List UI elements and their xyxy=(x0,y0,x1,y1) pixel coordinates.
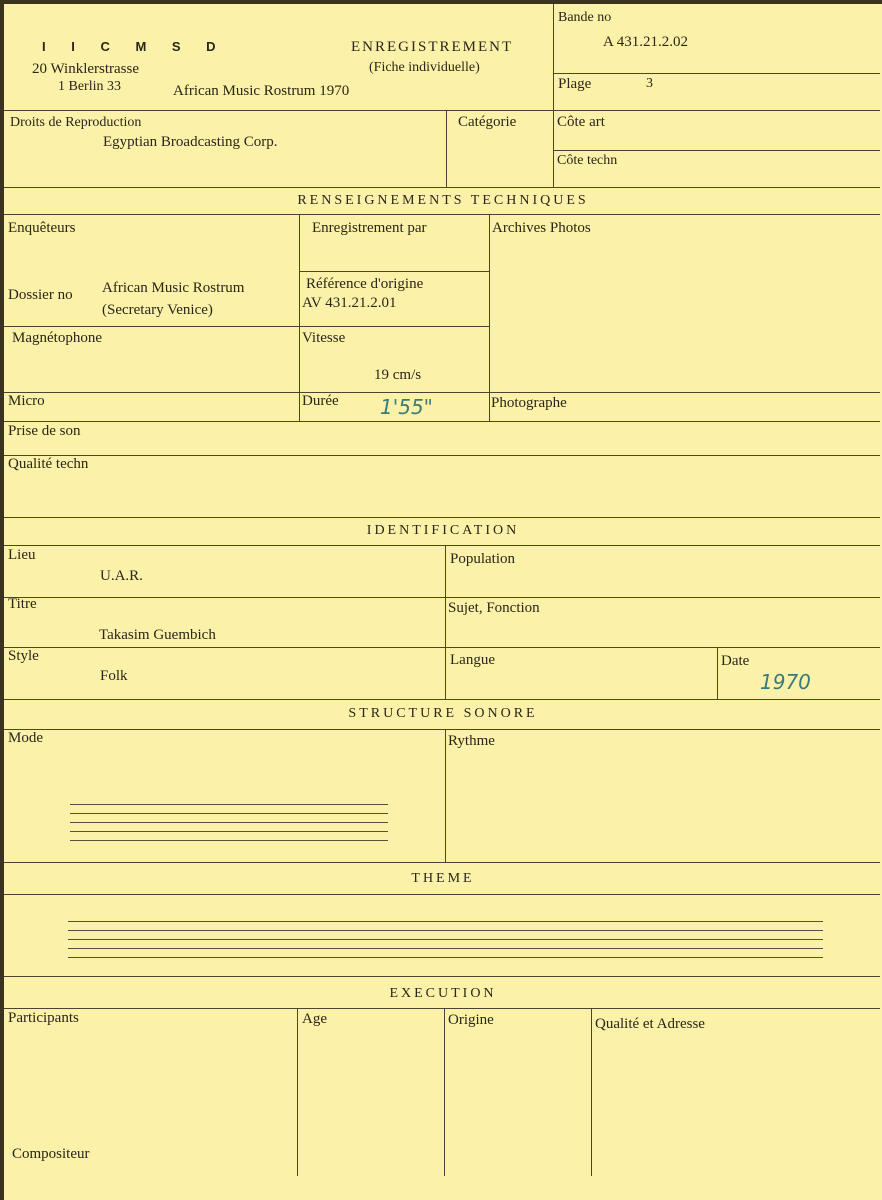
divider xyxy=(4,392,880,393)
divider xyxy=(4,326,489,327)
reference-value: AV 431.21.2.01 xyxy=(302,295,397,311)
divider xyxy=(4,187,880,188)
vitesse-label: Vitesse xyxy=(302,330,346,346)
mode-staff-line xyxy=(70,840,388,841)
origine-label: Origine xyxy=(448,1012,494,1028)
divider xyxy=(553,150,880,151)
divider xyxy=(591,1008,592,1176)
magnetophone-label: Magnétophone xyxy=(12,330,102,346)
bande-label: Bande no xyxy=(558,10,612,25)
divider xyxy=(4,729,880,730)
divider xyxy=(4,455,880,456)
mode-staff-line xyxy=(70,822,388,823)
lieu-label: Lieu xyxy=(8,547,36,563)
qualite-adresse-label: Qualité et Adresse xyxy=(595,1016,705,1032)
card-edge-top xyxy=(0,0,882,4)
address-line-1: 20 Winklerstrasse xyxy=(32,61,140,77)
style-value: Folk xyxy=(100,668,128,684)
card-edge-left xyxy=(0,0,4,1200)
mode-label: Mode xyxy=(8,730,43,746)
divider xyxy=(299,214,300,422)
theme-staff-line xyxy=(68,948,823,949)
dossier-value-1: African Music Rostrum xyxy=(102,280,245,296)
divider xyxy=(4,421,880,422)
titre-label: Titre xyxy=(8,596,37,612)
date-label: Date xyxy=(721,653,750,669)
mode-staff-line xyxy=(70,813,388,814)
population-label: Population xyxy=(450,551,516,567)
divider xyxy=(4,545,880,546)
cote-art-label: Côte art xyxy=(557,114,605,130)
divider xyxy=(4,517,880,518)
qualite-techn-label: Qualité techn xyxy=(8,456,89,472)
rights-value: Egyptian Broadcasting Corp. xyxy=(103,134,278,150)
participants-label: Participants xyxy=(8,1010,79,1026)
divider xyxy=(444,1008,445,1176)
divider xyxy=(4,699,880,700)
cote-techn-label: Côte techn xyxy=(557,153,618,168)
section-title-theme: THEME xyxy=(411,871,475,886)
project-name: African Music Rostrum 1970 xyxy=(173,83,350,99)
vitesse-value: 19 cm/s xyxy=(374,367,422,383)
langue-label: Langue xyxy=(450,652,495,668)
section-title-technique: RENSEIGNEMENTS TECHNIQUES xyxy=(297,193,589,208)
theme-staff-line xyxy=(68,921,823,922)
age-label: Age xyxy=(302,1011,327,1027)
bande-value: A 431.21.2.02 xyxy=(603,34,689,50)
address-line-2: 1 Berlin 33 xyxy=(58,79,121,94)
divider xyxy=(4,862,880,863)
section-title-identification: IDENTIFICATION xyxy=(366,523,520,538)
dossier-label: Dossier no xyxy=(8,287,73,303)
theme-staff-line xyxy=(68,930,823,931)
duree-handwritten-value: 1'55" xyxy=(380,395,433,419)
rights-label: Droits de Reproduction xyxy=(10,115,142,130)
titre-value: Takasim Guembich xyxy=(99,627,216,643)
dossier-value-2: (Secretary Venice) xyxy=(102,302,213,318)
divider xyxy=(4,976,880,977)
form-subtitle: (Fiche individuelle) xyxy=(369,60,480,75)
enregistrement-par-label: Enregistrement par xyxy=(312,220,427,236)
duree-label: Durée xyxy=(302,393,339,409)
archives-photos-label: Archives Photos xyxy=(492,220,591,236)
mode-staff-line xyxy=(70,804,388,805)
org-name: I I C M S D xyxy=(42,39,227,54)
divider xyxy=(489,214,490,422)
divider xyxy=(4,214,880,215)
date-handwritten-value: 1970 xyxy=(760,670,811,694)
divider xyxy=(4,894,880,895)
divider xyxy=(717,647,718,699)
divider xyxy=(297,1008,298,1176)
mode-staff-line xyxy=(70,831,388,832)
compositeur-label: Compositeur xyxy=(12,1146,90,1162)
style-label: Style xyxy=(8,648,39,664)
sujet-fonction-label: Sujet, Fonction xyxy=(448,600,540,616)
divider xyxy=(4,647,880,648)
form-title: ENREGISTREMENT xyxy=(351,39,514,55)
divider xyxy=(4,110,880,111)
divider xyxy=(4,1008,880,1009)
plage-label: Plage xyxy=(558,76,592,92)
reference-label: Référence d'origine xyxy=(306,276,424,292)
theme-staff-line xyxy=(68,939,823,940)
divider xyxy=(553,73,880,74)
divider xyxy=(4,597,880,598)
micro-label: Micro xyxy=(8,393,45,409)
theme-staff-line xyxy=(68,957,823,958)
enqueteurs-label: Enquêteurs xyxy=(8,220,76,236)
plage-value: 3 xyxy=(646,76,653,91)
prise-de-son-label: Prise de son xyxy=(8,423,81,439)
lieu-value: U.A.R. xyxy=(100,568,143,584)
section-title-execution: EXECUTION xyxy=(389,986,497,1001)
section-title-structure: STRUCTURE SONORE xyxy=(348,706,538,721)
rythme-label: Rythme xyxy=(448,733,495,749)
categorie-label: Catégorie xyxy=(458,114,517,130)
photographe-label: Photographe xyxy=(491,395,567,411)
divider xyxy=(299,271,489,272)
divider xyxy=(445,545,446,699)
divider xyxy=(445,729,446,862)
divider xyxy=(446,110,447,188)
divider xyxy=(553,4,554,188)
